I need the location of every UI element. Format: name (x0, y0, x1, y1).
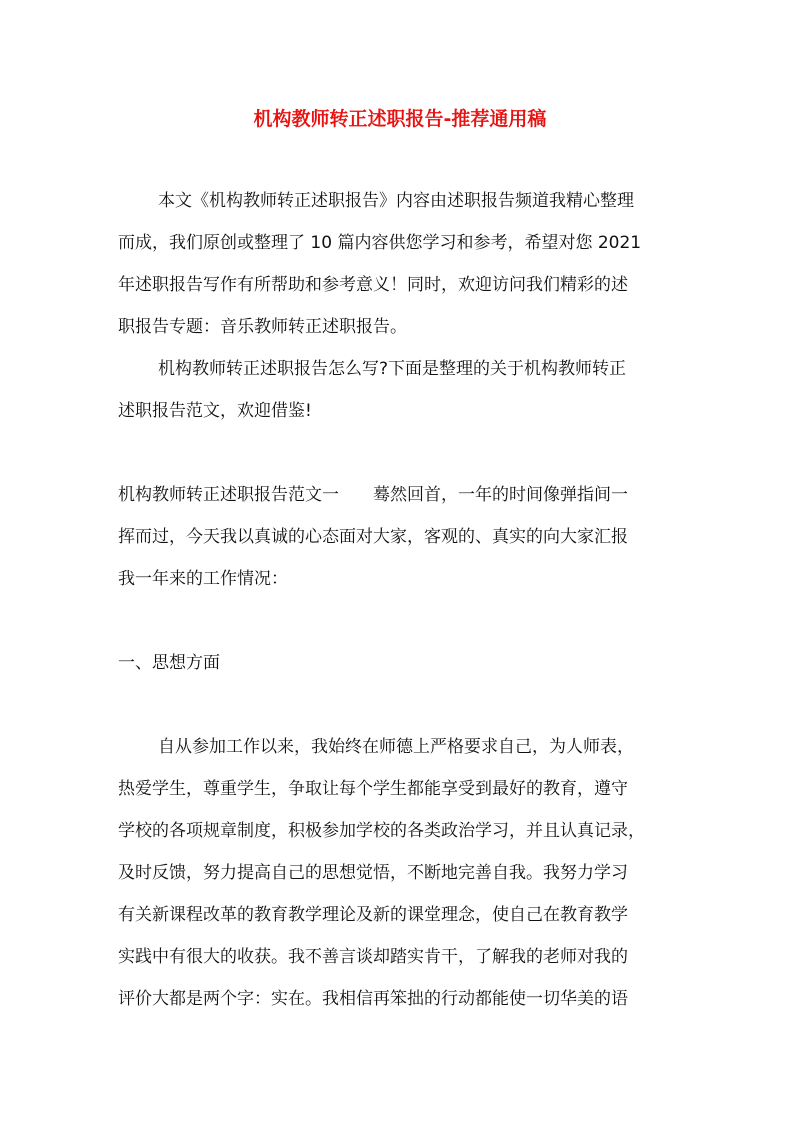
paragraph-4-line-2: 热爱学生，尊重学生，争取让每个学生都能享受到最好的教育，遵守 (118, 779, 628, 799)
section-heading: 一、思想方面 (118, 653, 220, 673)
paragraph-4-line-3: 学校的各项规章制度，积极参加学校的各类政治学习，并且认真记录， (118, 821, 645, 841)
paragraph-4-line-6: 实践中有很大的收获。我不善言谈却踏实肯干，了解我的老师对我的 (118, 947, 628, 967)
paragraph-4-line-1: 自从参加工作以来，我始终在师德上严格要求自己，为人师表， (158, 737, 634, 757)
document-title: 机构教师转正述职报告-推荐通用稿 (253, 108, 547, 130)
paragraph-4-line-5: 有关新课程改革的教育教学理论及新的课堂理念，使自己在教育教学 (118, 905, 628, 925)
sample-heading-line (118, 480, 688, 510)
paragraph-1-line-4: 职报告专题：音乐教师转正述职报告。 (118, 317, 407, 337)
paragraph-3-line-2: 挥而过，今天我以真诚的心态面对大家，客观的、真实的向大家汇报 (118, 527, 628, 547)
paragraph-4-line-4: 及时反馈，努力提高自己的思想觉悟，不断地完善自我。我努力学习 (118, 863, 628, 883)
paragraph-1-line-2: 而成，我们原创或整理了 10 篇内容供您学习和参考，希望对您 2021 (118, 233, 642, 253)
paragraph-1-line-3: 年述职报告写作有所帮助和参考意义！同时，欢迎访问我们精彩的述 (118, 275, 628, 295)
paragraph-2-line-2: 述职报告范文，欢迎借鉴! (118, 401, 312, 421)
sample-opening-text: 蓦然回首，一年的时间像弹指间一 (373, 485, 628, 505)
paragraph-2-line-1: 机构教师转正述职报告怎么写?下面是整理的关于机构教师转正 (158, 359, 627, 379)
paragraph-3-line-3: 我一年来的工作情况： (118, 569, 288, 589)
paragraph-1-line-1: 本文《机构教师转正述职报告》内容由述职报告频道我精心整理 (158, 191, 634, 211)
sample-heading: 机构教师转正述职报告范文一 (118, 485, 339, 505)
paragraph-4-line-7: 评价大都是两个字：实在。我相信再笨拙的行动都能使一切华美的语 (118, 989, 628, 1009)
